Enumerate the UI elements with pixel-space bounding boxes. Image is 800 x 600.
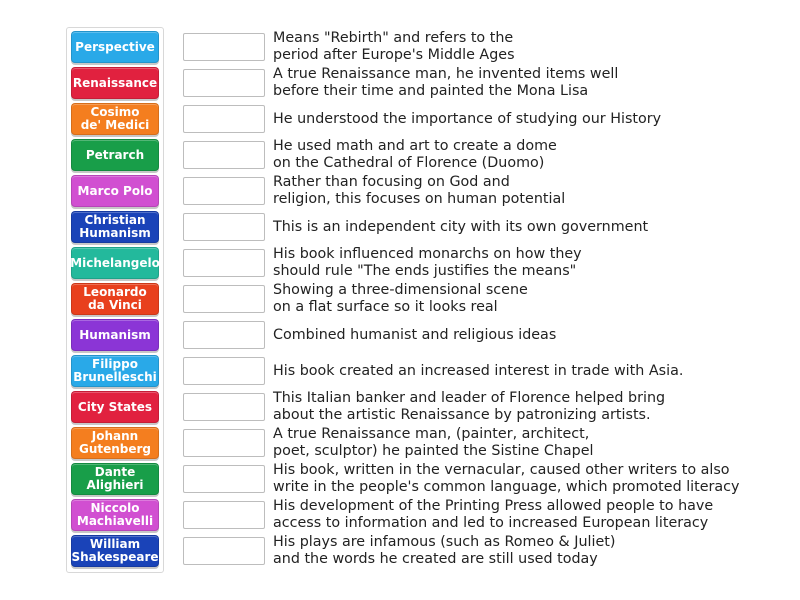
term-tile[interactable]: Johann Gutenberg: [71, 427, 159, 459]
definition-text: A true Renaissance man, (painter, architect, poet, sculptor) he painted the Sistine Chapel: [273, 426, 594, 459]
answer-slot[interactable]: [183, 357, 265, 385]
definition-text: Rather than focusing on God and religion, this focuses on human potential: [273, 174, 566, 207]
definition-text: His book, written in the vernacular, caused other writers to also write in the people's common language, which promoted literacy: [273, 462, 740, 495]
definition-text: His plays are infamous (such as Romeo & Juliet) and the words he created are still used today: [273, 534, 616, 567]
answer-slot[interactable]: [183, 321, 265, 349]
term-tile[interactable]: Leonardo da Vinci: [71, 283, 159, 315]
term-tile[interactable]: Michelangelo: [71, 247, 159, 279]
answer-slot[interactable]: [183, 429, 265, 457]
definition-text: Means "Rebirth" and refers to the period after Europe's Middle Ages: [273, 30, 515, 63]
answer-slot[interactable]: [183, 141, 265, 169]
definition-text: Showing a three-dimensional scene on a flat surface so it looks real: [273, 282, 528, 315]
answer-slot[interactable]: [183, 537, 265, 565]
definition-text: His book influenced monarchs on how they should rule "The ends justifies the means": [273, 246, 582, 279]
answer-slot[interactable]: [183, 177, 265, 205]
definition-text: A true Renaissance man, he invented items well before their time and painted the Mona Lisa: [273, 66, 619, 99]
answer-slot[interactable]: [183, 213, 265, 241]
answer-slot[interactable]: [183, 393, 265, 421]
answer-slot[interactable]: [183, 105, 265, 133]
term-tile[interactable]: Petrarch: [71, 139, 159, 171]
answer-slot[interactable]: [183, 465, 265, 493]
term-tile[interactable]: Dante Alighieri: [71, 463, 159, 495]
answer-slot[interactable]: [183, 33, 265, 61]
answer-slot[interactable]: [183, 69, 265, 97]
term-tile[interactable]: William Shakespeare: [71, 535, 159, 567]
term-tile[interactable]: Renaissance: [71, 67, 159, 99]
definition-text: Combined humanist and religious ideas: [273, 326, 557, 343]
definition-text: His book created an increased interest in trade with Asia.: [273, 362, 684, 379]
term-tile[interactable]: Marco Polo: [71, 175, 159, 207]
term-tile[interactable]: Perspective: [71, 31, 159, 63]
answer-slot[interactable]: [183, 249, 265, 277]
term-tile[interactable]: Humanism: [71, 319, 159, 351]
definition-text: This is an independent city with its own government: [273, 218, 649, 235]
term-tile[interactable]: City States: [71, 391, 159, 423]
term-tile[interactable]: Cosimo de' Medici: [71, 103, 159, 135]
definition-text: He used math and art to create a dome on the Cathedral of Florence (Duomo): [273, 138, 557, 171]
answer-slot[interactable]: [183, 285, 265, 313]
definition-text: This Italian banker and leader of Florence helped bring about the artistic Renaissance by patronizing artists.: [273, 390, 666, 423]
term-tile[interactable]: Niccolo Machiavelli: [71, 499, 159, 531]
definition-text: His development of the Printing Press allowed people to have access to information and led to increased European literacy: [273, 498, 714, 531]
definition-text: He understood the importance of studying our History: [273, 110, 662, 127]
term-tile[interactable]: Christian Humanism: [71, 211, 159, 243]
term-tile[interactable]: Filippo Brunelleschi: [71, 355, 159, 387]
answer-slot[interactable]: [183, 501, 265, 529]
